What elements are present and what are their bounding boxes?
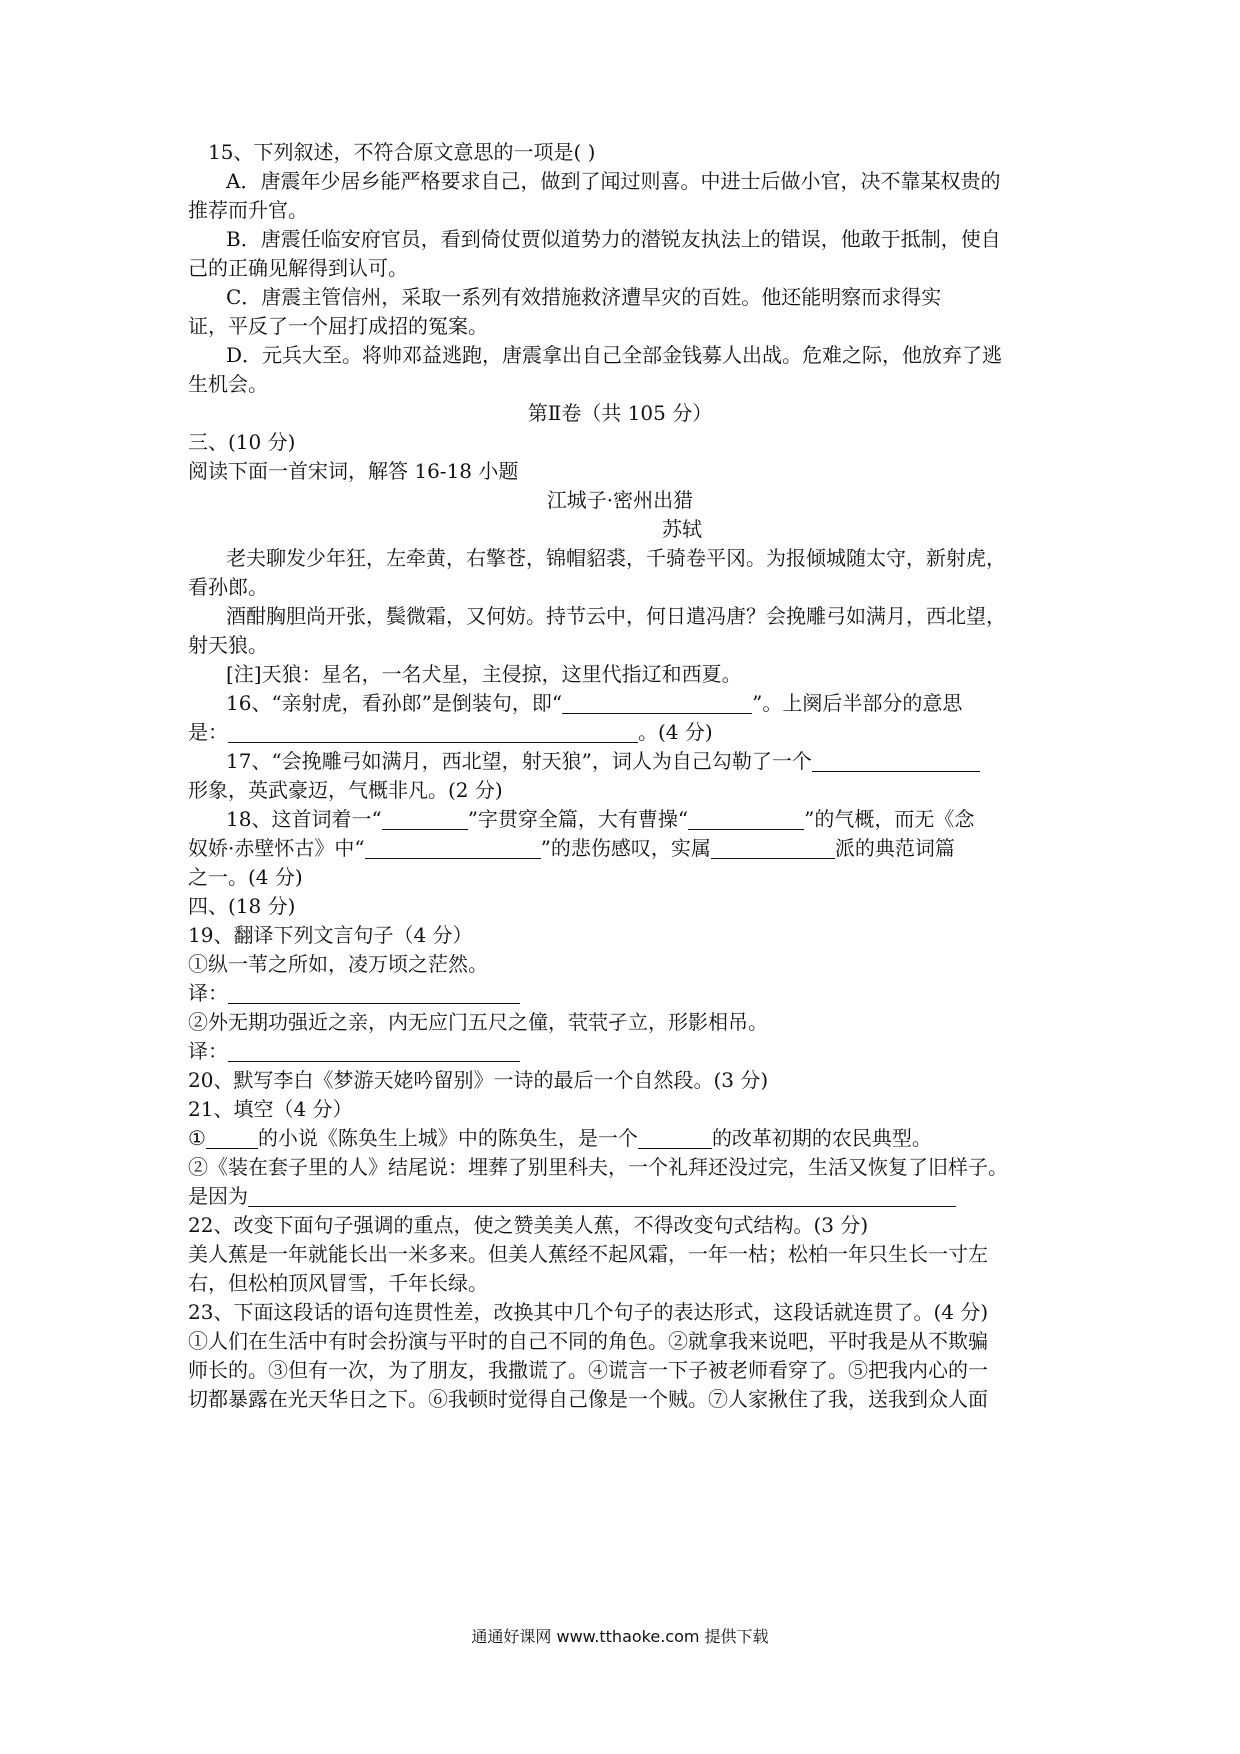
q23-text-3: 切都暴露在光天华日之下。⑥我顿时觉得自己像是一个贼。⑦人家揪住了我，送我到众人面 [188, 1387, 988, 1411]
q19-sentence-2: ②外无期功强近之亲，内无应门五尺之僮，茕茕孑立，形影相吊。 [188, 1010, 768, 1034]
q18-line-3: 之一。(4 分) [188, 865, 303, 889]
q15-option-b-cont: 己的正确见解得到认可。 [188, 256, 408, 280]
section-three-heading: 三、(10 分) [188, 430, 296, 454]
q21-item-1 [188, 1123, 932, 1153]
poem-stanza-1: 老夫聊发少年狂，左牵黄，右擎苍，锦帽貂裘，千骑卷平冈。为报倾城随太守，新射虎， [226, 546, 1006, 570]
q16-text-c: 是： [188, 720, 228, 744]
q17-text-a: 17、“会挽雕弓如满月，西北望，射天狼”，词人为自己勾勒了一个 [226, 749, 812, 773]
page-footer: 通通好课网 www.tthaoke.com 提供下载 [471, 1627, 769, 1646]
section-three-intro: 阅读下面一首宋词，解答 16-18 小题 [188, 459, 519, 483]
poem-author: 苏轼 [662, 517, 702, 541]
q15-option-a-cont: 推荐而升官。 [188, 198, 308, 222]
q18-text-f: 派的典范词篇 [834, 836, 955, 860]
section-four-heading: 四、(18 分) [188, 894, 296, 918]
q23-text-2: 师长的。③但有一次，为了朋友，我撒谎了。④谎言一下子被老师看穿了。⑤把我内心的一 [188, 1358, 988, 1382]
q18-text-b: ”字贯穿全篇，大有曹操“ [467, 807, 689, 831]
q17-line-1 [226, 746, 980, 776]
q17-line-2: 形象，英武豪迈，气概非凡。(2 分) [188, 778, 503, 802]
q16-text-b: ”。上阕后半部分的意思 [752, 691, 963, 715]
q18-answer-blank-4[interactable] [711, 836, 835, 859]
part-two-title: 第Ⅱ卷（共 105 分） [527, 401, 713, 425]
q15-option-a: A．唐震年少居乡能严格要求自己，做到了闻过则喜。中进士后做小官，决不靠某权贵的 [226, 169, 1001, 193]
q15-option-b: B．唐震任临安府官员，看到倚仗贾似道势力的潜锐友执法上的错误，他敢于抵制，使自 [226, 227, 1001, 251]
poem-stanza-2: 酒酣胸胆尚开张，鬓微霜，又何妨。持节云中，何日遣冯唐？会挽雕弓如满月，西北望， [226, 604, 1006, 628]
q19-sentence-1: ①纵一苇之所如，凌万顷之茫然。 [188, 952, 488, 976]
q16-text-a: 16、“亲射虎，看孙郎”是倒装句，即“ [226, 691, 563, 715]
q15-option-d-cont: 生机会。 [188, 372, 268, 396]
q22-stem: 22、改变下面句子强调的重点，使之赞美美人蕉，不得改变句式结构。(3 分) [188, 1213, 869, 1237]
q16-line-1 [226, 688, 962, 718]
poem-title: 江城子·密州出猎 [546, 488, 694, 512]
q23-text-1: ①人们在生活中有时会扮演与平时的自己不同的角色。②就拿我来说吧，平时我是从不欺骗 [188, 1329, 988, 1353]
q16-answer-blank-2[interactable] [228, 720, 638, 743]
q19-translation-2 [188, 1036, 520, 1066]
q17-answer-blank[interactable] [812, 749, 980, 772]
q21-item-2: ②《装在套子里的人》结尾说：埋葬了别里科夫，一个礼拜还没过完，生活又恢复了旧样子。 [188, 1155, 1008, 1179]
q15-option-c-cont: 证，平反了一个屈打成招的冤案。 [188, 314, 488, 338]
q21-text-c: 的改革初期的农民典型。 [711, 1126, 932, 1150]
q21-stem: 21、填空（4 分） [188, 1097, 353, 1121]
q21-answer-blank-2[interactable] [638, 1126, 712, 1149]
q21-answer-blank-3[interactable] [248, 1184, 956, 1207]
q16-answer-blank-1[interactable] [562, 691, 752, 714]
q18-text-a: 18、这首词着一“ [226, 807, 382, 831]
q22-text-1: 美人蕉是一年就能长出一米多来。但美人蕉经不起风霜，一年一枯；松柏一年只生长一寸左 [188, 1242, 988, 1266]
translation-label: 译： [188, 981, 228, 1005]
q15-stem: 15、下列叙述，不符合原文意思的一项是( ) [208, 140, 596, 164]
q18-answer-blank-3[interactable] [365, 836, 541, 859]
q18-text-c: ”的气概，而无《念 [804, 807, 975, 831]
q23-stem: 23、下面这段话的语句连贯性差，改换其中几个句子的表达形式，这段话就连贯了。(4 分) [188, 1300, 989, 1324]
q19-answer-blank-1[interactable] [228, 981, 520, 1004]
poem-stanza-2-cont: 射天狼。 [188, 633, 268, 657]
q22-text-2: 右，但松柏顶风冒雪，千年长绿。 [188, 1271, 488, 1295]
q16-text-d: 。(4 分) [638, 720, 713, 744]
q21-text-a: ① [188, 1126, 206, 1150]
q21-item-2-answer [188, 1181, 956, 1211]
poem-stanza-1-cont: 看孙郎。 [188, 575, 268, 599]
q21-text-d: 是因为 [188, 1184, 248, 1208]
q18-answer-blank-1[interactable] [382, 807, 468, 830]
q21-answer-blank-1[interactable] [206, 1126, 258, 1149]
q18-line-1 [226, 804, 974, 834]
q15-option-d: D．元兵大至。将帅邓益逃跑，唐震拿出自己全部金钱募人出战。危难之际，他放弃了逃 [226, 343, 1003, 367]
q18-line-2 [188, 833, 955, 863]
q20-stem: 20、默写李白《梦游天姥吟留别》一诗的最后一个自然段。(3 分) [188, 1068, 769, 1092]
q19-answer-blank-2[interactable] [228, 1039, 520, 1062]
q19-stem: 19、翻译下列文言句子（4 分） [188, 923, 473, 947]
q19-translation-1 [188, 978, 520, 1008]
translation-label: 译： [188, 1039, 228, 1063]
q18-answer-blank-2[interactable] [688, 807, 804, 830]
q15-option-c: C．唐震主管信州，采取一系列有效措施救济遭旱灾的百姓。他还能明察而求得实 [226, 285, 942, 309]
poem-note: [注]天狼：星名，一名犬星，主侵掠，这里代指辽和西夏。 [226, 662, 742, 686]
q18-text-e: ”的悲伤感叹，实属 [540, 836, 711, 860]
q18-text-d: 奴娇·赤壁怀古》中“ [188, 836, 365, 860]
q16-line-2 [188, 717, 713, 747]
q21-text-b: 的小说《陈奂生上城》中的陈奂生，是一个 [257, 1126, 638, 1150]
